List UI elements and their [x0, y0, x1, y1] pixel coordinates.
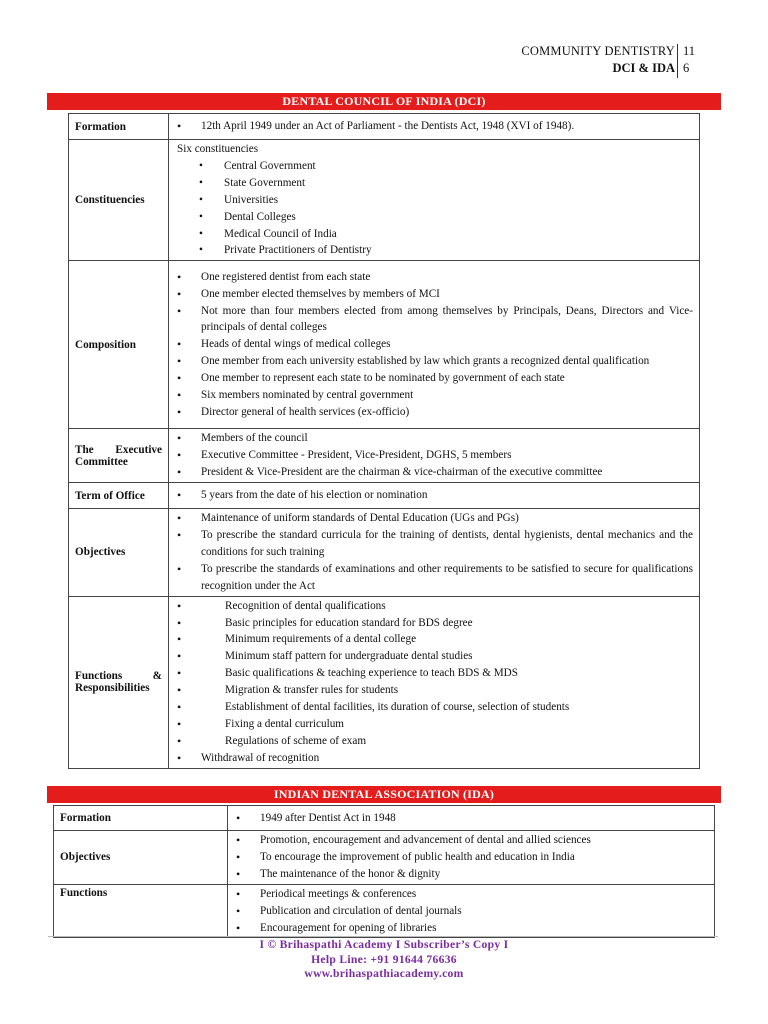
list-item: • 5 years from the date of his election or nomination — [177, 487, 693, 504]
row-label — [69, 596, 169, 768]
page-number-bottom: 6 — [683, 61, 690, 75]
header-topic: DCI & IDA — [612, 61, 675, 75]
list-item: • Withdrawal of recognition — [177, 750, 693, 767]
ida-objectives-row — [54, 831, 715, 885]
list-item: • To prescribe the standard curricula for the training of dentists, dental hygienists, dental mechanics and the conditions for such training — [177, 527, 693, 561]
label-part: Functions — [75, 670, 123, 683]
list-item: • Basic qualifications & teaching experience to teach BDS & MDS — [177, 665, 693, 682]
list-item: • 1949 after Dentist Act in 1948 — [236, 810, 708, 827]
footer-helpline: Help Line: +91 91644 76636 — [311, 953, 457, 966]
list-item: • Publication and circulation of dental journals — [236, 903, 708, 920]
executive-list — [177, 430, 693, 481]
row-label: Functions — [54, 884, 228, 938]
row-content — [169, 114, 700, 140]
list-item: • Maintenance of uniform standards of Dental Education (UGs and PGs) — [177, 510, 693, 527]
row-content — [169, 261, 700, 429]
dci-constituencies-row — [69, 140, 700, 261]
row-content — [169, 483, 700, 509]
list-item: • Periodical meetings & conferences — [236, 886, 708, 903]
row-content — [228, 831, 715, 885]
objectives-list — [177, 510, 693, 595]
list-item: • Fixing a dental curriculum — [177, 716, 693, 733]
list-item: • One member to represent each state to be nominated by government of each state — [177, 370, 693, 387]
list-item: • Establishment of dental facilities, its duration of course, selection of students — [177, 699, 693, 716]
dci-section-title: DENTAL COUNCIL OF INDIA (DCI) — [47, 93, 721, 110]
dci-composition-row — [69, 261, 700, 429]
list-item: • Heads of dental wings of medical colleges — [177, 336, 693, 353]
list-item: • Dental Colleges — [199, 209, 693, 226]
list-item: • Minimum requirements of a dental college — [177, 631, 693, 648]
list-item: • Director general of health services (ex-officio) — [177, 404, 693, 421]
list-item: • Private Practitioners of Dentistry — [199, 242, 693, 259]
list-item: • Recognition of dental qualifications — [177, 598, 693, 615]
constituencies-list — [177, 158, 693, 259]
dci-executive-row — [69, 429, 700, 483]
list-item: • One member from each university established by law which grants a recognized dental qualification — [177, 353, 693, 370]
row-label: Composition — [69, 261, 169, 429]
header-subject: COMMUNITY DENTISTRY — [521, 44, 675, 58]
composition-list — [177, 269, 693, 421]
list-item: • Basic principles for education standard for BDS degree — [177, 615, 693, 632]
ida-functions-row — [54, 884, 715, 938]
ida-objectives-list — [236, 832, 708, 883]
dci-functions-row — [69, 596, 700, 768]
list-item: • Migration & transfer rules for students — [177, 682, 693, 699]
row-label — [69, 429, 169, 483]
list-item: • One registered dentist from each state — [177, 269, 693, 286]
row-content — [169, 509, 700, 597]
footer-divider — [48, 936, 718, 937]
label-part: Responsibilities — [75, 682, 150, 695]
dci-table — [68, 113, 700, 769]
constituencies-intro: Six constituencies — [177, 143, 259, 155]
list-item: • Promotion, encouragement and advancement of dental and allied sciences — [236, 832, 708, 849]
list-item: • To encourage the improvement of public health and education in India — [236, 849, 708, 866]
functions-list — [177, 598, 693, 750]
row-label: Formation — [54, 806, 228, 831]
row-label: Formation — [69, 114, 169, 140]
list-item: • Not more than four members elected from among themselves by Principals, Deans, Directors and Vice-principals of dental colleges — [177, 303, 693, 337]
list-item: • State Government — [199, 175, 693, 192]
list-item: • Executive Committee - President, Vice-President, DGHS, 5 members — [177, 447, 693, 464]
list-item: • Regulations of scheme of exam — [177, 733, 693, 750]
ida-functions-list — [236, 886, 708, 937]
list-item: • Medical Council of India — [199, 226, 693, 243]
row-label: Objectives — [54, 831, 228, 885]
ida-table — [53, 805, 715, 938]
footer-copyright: I © Brihaspathi Academy I Subscriber’s Copy I — [259, 938, 509, 951]
row-label: Objectives — [69, 509, 169, 597]
list-item: • To prescribe the standards of examinations and other requirements to be satisfied to secure for qualifications recognition under the Act — [177, 561, 693, 595]
label-part: & — [152, 670, 162, 683]
list-item: • One member elected themselves by members of MCI — [177, 286, 693, 303]
list-item: • Members of the council — [177, 430, 693, 447]
dci-formation-row — [69, 114, 700, 140]
row-content — [228, 884, 715, 938]
list-item: • Six members nominated by central government — [177, 387, 693, 404]
label-part: Committee — [75, 455, 128, 468]
list-item: • The maintenance of the honor & dignity — [236, 866, 708, 883]
list-item: • President & Vice-President are the chairman & vice-chairman of the executive committee — [177, 464, 693, 481]
row-content — [228, 806, 715, 831]
ida-section-title: INDIAN DENTAL ASSOCIATION (IDA) — [47, 786, 721, 803]
row-content — [169, 429, 700, 483]
list-item: • Universities — [199, 192, 693, 209]
header-divider — [677, 44, 678, 78]
list-item: • Encouragement for opening of libraries — [236, 920, 708, 937]
label-part: Executive — [115, 443, 162, 456]
label-part: The — [75, 443, 94, 456]
row-label: Term of Office — [69, 483, 169, 509]
footer-website[interactable]: www.brihaspathiacademy.com — [304, 967, 464, 980]
row-content — [169, 596, 700, 768]
row-content — [169, 140, 700, 261]
list-item: • Central Government — [199, 158, 693, 175]
page-number-top: 11 — [683, 44, 696, 58]
page-header — [0, 44, 768, 80]
dci-term-row — [69, 483, 700, 509]
dci-objectives-row — [69, 509, 700, 597]
list-item: • Minimum staff pattern for undergraduate dental studies — [177, 648, 693, 665]
ida-formation-row — [54, 806, 715, 831]
row-label: Constituencies — [69, 140, 169, 261]
list-item: • 12th April 1949 under an Act of Parliament - the Dentists Act, 1948 (XVI of 1948). — [177, 118, 693, 135]
